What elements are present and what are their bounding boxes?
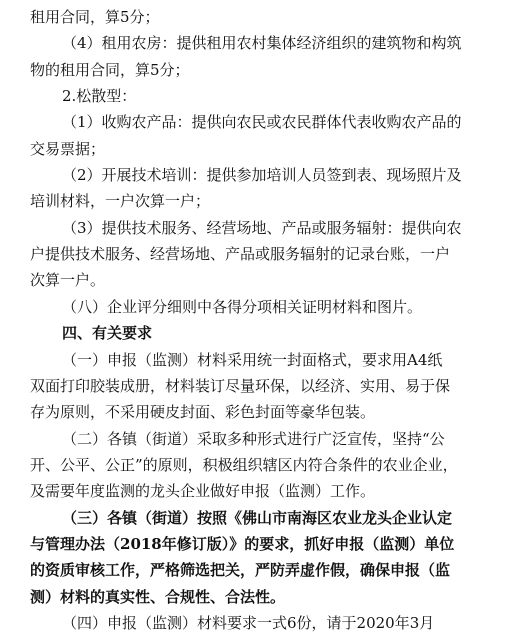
paragraph-line	[0, 347, 505, 373]
paragraph-line	[0, 162, 505, 188]
line-text: 存为原则，不采用硬皮封面、彩色封面等豪华包装。	[30, 403, 376, 422]
line-text: （一）申报（监测）材料采用统一封面格式，要求用A4纸	[62, 350, 443, 369]
line-text: 培训材料，一户次算一户；	[30, 192, 211, 211]
line-text: 交易票据；	[30, 139, 106, 158]
paragraph-line	[0, 478, 505, 504]
paragraph-line	[0, 136, 505, 162]
paragraph-line-bold	[0, 557, 505, 583]
paragraph-line	[0, 426, 505, 452]
paragraph-line	[0, 215, 505, 241]
paragraph-line	[0, 4, 505, 30]
paragraph-line	[0, 57, 505, 83]
paragraph-line	[0, 267, 505, 293]
paragraph-line	[0, 241, 505, 267]
line-text: （3）提供技术服务、经营场地、产品或服务辐射：提供向农	[62, 218, 462, 237]
line-text: 双面打印胶装成册，材料装订尽量环保，以经济、实用、易于保	[30, 376, 451, 395]
paragraph-line	[0, 373, 505, 399]
paragraph-line	[0, 30, 505, 56]
line-text: （2）开展技术培训：提供参加培训人员签到表、现场照片及	[62, 166, 462, 185]
paragraph-line	[0, 452, 505, 478]
paragraph-line	[0, 83, 505, 109]
line-text: （二）各镇（街道）采取多种形式进行广泛宣传，坚持“公	[62, 429, 445, 448]
line-text: 2.松散型：	[62, 87, 137, 106]
line-text: 及需要年度监测的龙头企业做好申报（监测）工作。	[30, 482, 376, 501]
paragraph-line-bold	[0, 505, 505, 531]
paragraph-line-bold	[0, 584, 505, 610]
line-text: （八）企业评分细则中各得分项相关证明材料和图片。	[62, 297, 423, 316]
line-text: （三）各镇（街道）按照《佛山市南海区农业龙头企业认定	[62, 508, 453, 527]
paragraph-line	[0, 610, 505, 636]
line-text: 开、公平、公正”的原则，积极组织辖区内符合条件的农业企业，	[30, 455, 458, 474]
paragraph-line	[0, 399, 505, 425]
line-text: （四）申报（监测）材料要求一式6份，请于2020年3月	[62, 614, 435, 632]
line-text: 的资质审核工作，严格筛选把关，严防弄虚作假，确保申报（监	[30, 561, 451, 580]
line-text: （1）收购农产品：提供向农民或农民群体代表收购农产品的	[62, 113, 462, 132]
line-text: 租用合同，算5分；	[30, 8, 160, 26]
paragraph-line-bold	[0, 531, 505, 557]
line-text: 测）材料的真实性、合规性、合法性。	[30, 587, 286, 606]
line-text: 户提供技术服务、经营场地、产品或服务辐射的记录台账，一户	[30, 245, 451, 264]
paragraph-line	[0, 294, 505, 320]
section-heading	[0, 320, 505, 346]
line-text: 与管理办法（2018年修订版）》的要求，抓好申报（监测）单位	[30, 534, 455, 553]
line-text: （4）租用农房：提供租用农村集体经济组织的建筑物和构筑	[62, 34, 462, 53]
paragraph-line	[0, 188, 505, 214]
paragraph-line	[0, 109, 505, 135]
line-text: 物的租用合同，算5分；	[30, 60, 190, 79]
section-heading-text: 四、有关要求	[62, 324, 153, 343]
line-text: 次算一户。	[30, 271, 106, 290]
